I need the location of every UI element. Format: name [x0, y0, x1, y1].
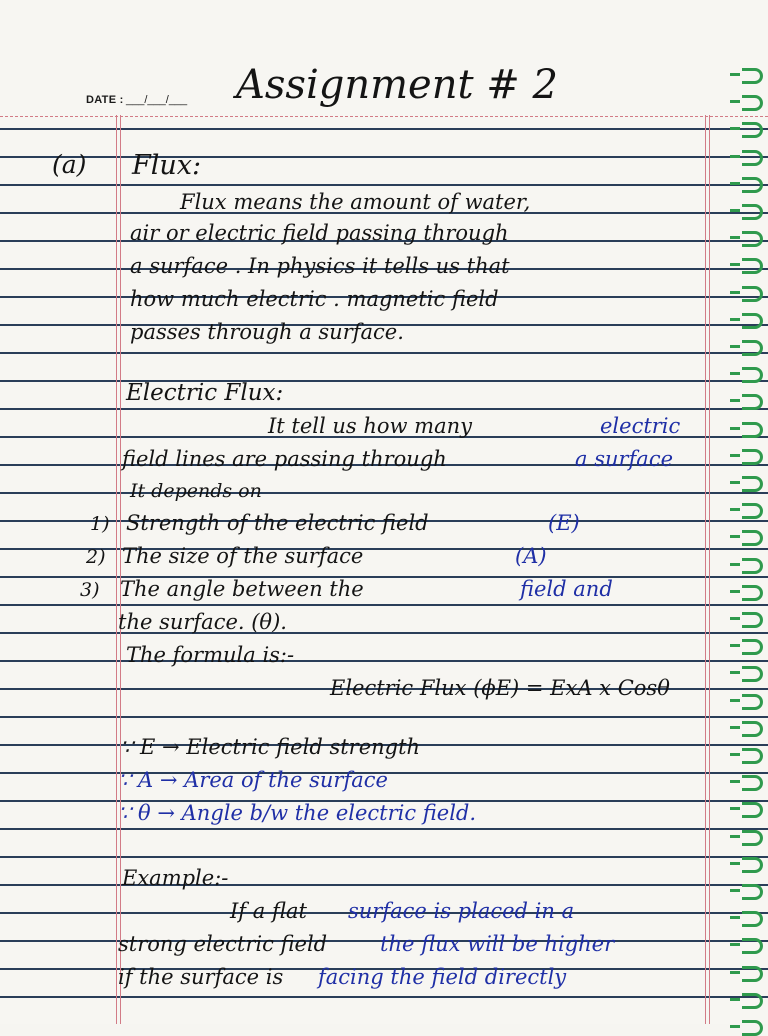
definition-a: ∵ A → Area of the surface	[118, 768, 388, 792]
binding-ring	[742, 476, 763, 492]
right-margin-line	[705, 115, 706, 1024]
formula-intro: The formula is:-	[126, 643, 295, 667]
binding-ring	[742, 68, 763, 84]
binding-ring	[742, 612, 763, 628]
item-1-symbol: (E)	[548, 511, 580, 535]
binding-ring	[742, 449, 763, 465]
binding-ring	[742, 585, 763, 601]
binding-ring	[742, 694, 763, 710]
binding-ring	[742, 558, 763, 574]
binding-ring	[742, 993, 763, 1009]
item-3-number: 3)	[80, 579, 100, 601]
item-3-text: The angle between the	[120, 577, 364, 601]
binding-ring	[742, 721, 763, 737]
example-line-1: If a flat	[230, 899, 307, 923]
section-label: (a)	[52, 150, 87, 179]
binding-ring	[742, 911, 763, 927]
example-line-3: if the surface is	[118, 965, 284, 989]
binding-ring	[742, 313, 763, 329]
binding-ring	[742, 884, 763, 900]
example-line-3-blue: facing the field directly	[318, 965, 567, 989]
page-title: Assignment # 2	[236, 62, 558, 108]
item-2-number: 2)	[86, 546, 106, 568]
definition-theta: ∵ θ → Angle b/w the electric field.	[118, 801, 477, 825]
binding-ring	[742, 367, 763, 383]
binding-ring	[742, 938, 763, 954]
binding-ring	[742, 231, 763, 247]
flux-line-3: a surface . In physics it tells us that	[130, 254, 510, 278]
ef-line-1: It tell us how many	[268, 414, 473, 438]
example-line-2: strong electric field	[118, 932, 328, 956]
binding-ring	[742, 422, 763, 438]
item-2-text: The size of the surface	[122, 544, 364, 568]
ef-line-1-blue: electric	[600, 414, 681, 438]
example-heading: Example:-	[122, 866, 229, 890]
example-line-2-blue: the flux will be higher	[380, 932, 615, 956]
flux-line-5: passes through a surface.	[130, 320, 404, 344]
binding-ring	[742, 177, 763, 193]
binding-ring	[742, 830, 763, 846]
item-3-continuation: the surface. (θ).	[118, 610, 287, 634]
binding-ring	[742, 802, 763, 818]
left-margin-line	[116, 115, 117, 1024]
right-margin-line-inner	[709, 115, 710, 1024]
binding-ring	[742, 639, 763, 655]
ef-line-2: field lines are passing through	[122, 447, 447, 471]
item-1-number: 1)	[90, 513, 110, 535]
binding-ring	[742, 775, 763, 791]
binding-ring	[742, 394, 763, 410]
binding-ring	[742, 150, 763, 166]
date-label: DATE :	[86, 94, 124, 106]
formula: Electric Flux (ϕE) = ExA x Cosθ	[330, 676, 670, 700]
binding-ring	[742, 122, 763, 138]
example-line-1-blue: surface is placed in a	[348, 899, 575, 923]
binding-ring	[742, 966, 763, 982]
date-blanks: ___/___/___	[126, 94, 188, 106]
binding-ring	[742, 666, 763, 682]
section-heading: Flux:	[132, 150, 202, 181]
binding-ring	[742, 748, 763, 764]
binding-ring	[742, 857, 763, 873]
ef-line-3: It depends on	[130, 480, 262, 502]
item-3-blue: field and	[520, 577, 613, 601]
binding-ring	[742, 204, 763, 220]
item-1-text: Strength of the electric field	[126, 511, 429, 535]
binding-ring	[742, 503, 763, 519]
binding-ring	[742, 340, 763, 356]
item-2-symbol: (A)	[515, 544, 547, 568]
left-margin-line-inner	[120, 115, 121, 1024]
flux-line-4: how much electric . magnetic field	[130, 287, 499, 311]
flux-line-2: air or electric field passing through	[130, 221, 509, 245]
binding-ring	[742, 530, 763, 546]
flux-line-1: Flux means the amount of water,	[180, 190, 531, 214]
electric-flux-heading: Electric Flux:	[126, 380, 284, 406]
definition-e: ∵ E → Electric field strength	[120, 735, 421, 759]
binding-ring	[742, 1020, 763, 1036]
binding-ring	[742, 286, 763, 302]
binding-ring	[742, 95, 763, 111]
ef-line-2-blue: a surface	[575, 447, 674, 471]
binding-ring	[742, 258, 763, 274]
